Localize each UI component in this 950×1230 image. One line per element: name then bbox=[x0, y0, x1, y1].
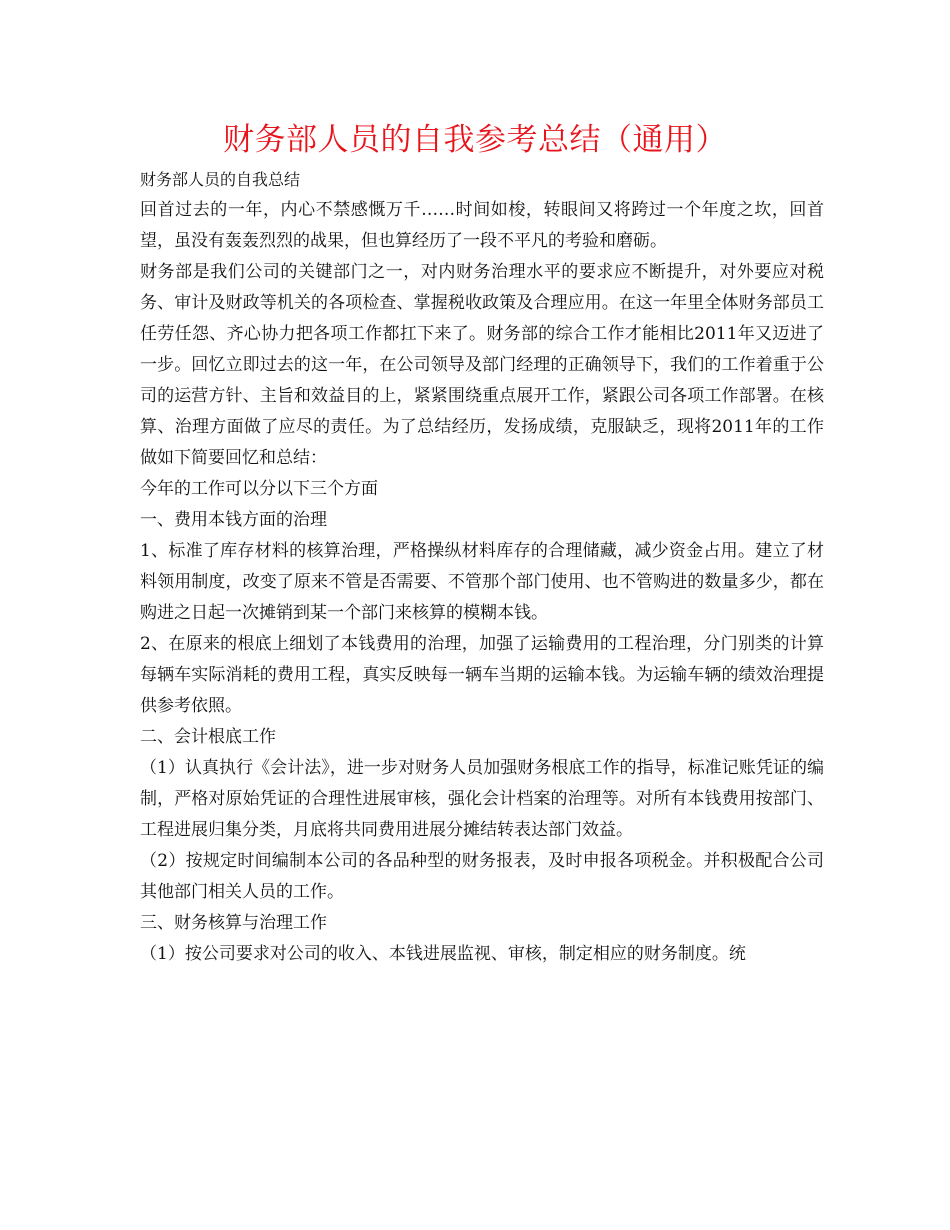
overview-paragraph: 今年的工作可以分以下三个方面 bbox=[140, 479, 378, 499]
list-item-2: 2、在原来的根底上细划了本钱费用的治理，加强了运输费用的工程治理，分门别类的计算每辆车实际消耗的费用工程，真实反映每一辆车当期的运输本钱。为运输车辆的绩效治理提供参考依照。 bbox=[140, 634, 824, 716]
document-body bbox=[140, 164, 824, 970]
list-item-3: （1）认真执行《会计法》，进一步对财务人员加强财务根底工作的指导，标准记账凭证的编制，严格对原始凭证的合理性进展审核，强化会计档案的治理等。对所有本钱费用按部门、工程进展归集分类，月底将共同费用进展分摊结转表达部门效益。 bbox=[140, 758, 824, 840]
intro-paragraph: 回首过去的一年，内心不禁感慨万千……时间如梭，转眼间又将跨过一个年度之坎，回首望，虽没有轰轰烈烈的战果，但也算经历了一段不平凡的考验和磨砺。 bbox=[140, 200, 824, 251]
section-heading-1: 一、费用本钱方面的治理 bbox=[140, 510, 327, 530]
subtitle-paragraph: 财务部人员的自我总结 bbox=[140, 170, 301, 189]
department-paragraph: 财务部是我们公司的关键部门之一，对内财务治理水平的要求应不断提升，对外要应对税务、审计及财政等机关的各项检查、掌握税收政策及合理应用。在这一年里全体财务部员工任劳任怨、齐心协力把各项工作都扛下来了。财务部的综合工作才能相比2011年又迈进了一步。回忆立即过去的这一年，在公司领导及部门经理的正确领导下，我们的工作着重于公司的运营方针、主旨和效益目的上，紧紧围绕重点展开工作，紧跟公司各项工作部署。在核算、治理方面做了应尽的责任。为了总结经历，发扬成绩，克服缺乏，现将2011年的工作做如下简要回忆和总结： bbox=[140, 262, 824, 468]
section-heading-3: 三、财务核算与治理工作 bbox=[140, 913, 327, 933]
list-item-5: （1）按公司要求对公司的收入、本钱进展监视、审核，制定相应的财务制度。统 bbox=[140, 944, 746, 964]
list-item-4: （2）按规定时间编制本公司的各品种型的财务报表，及时申报各项税金。并积极配合公司其他部门相关人员的工作。 bbox=[140, 851, 824, 902]
document-title: 财务部人员的自我参考总结（通用） bbox=[223, 122, 727, 158]
list-item-1: 1、标准了库存材料的核算治理，严格操纵材料库存的合理储藏，减少资金占用。建立了材料领用制度，改变了原来不管是否需要、不管那个部门使用、也不管购进的数量多少，都在购进之日起一次摊销到某一个部门来核算的模糊本钱。 bbox=[140, 541, 824, 623]
section-heading-2: 二、会计根底工作 bbox=[140, 727, 276, 747]
